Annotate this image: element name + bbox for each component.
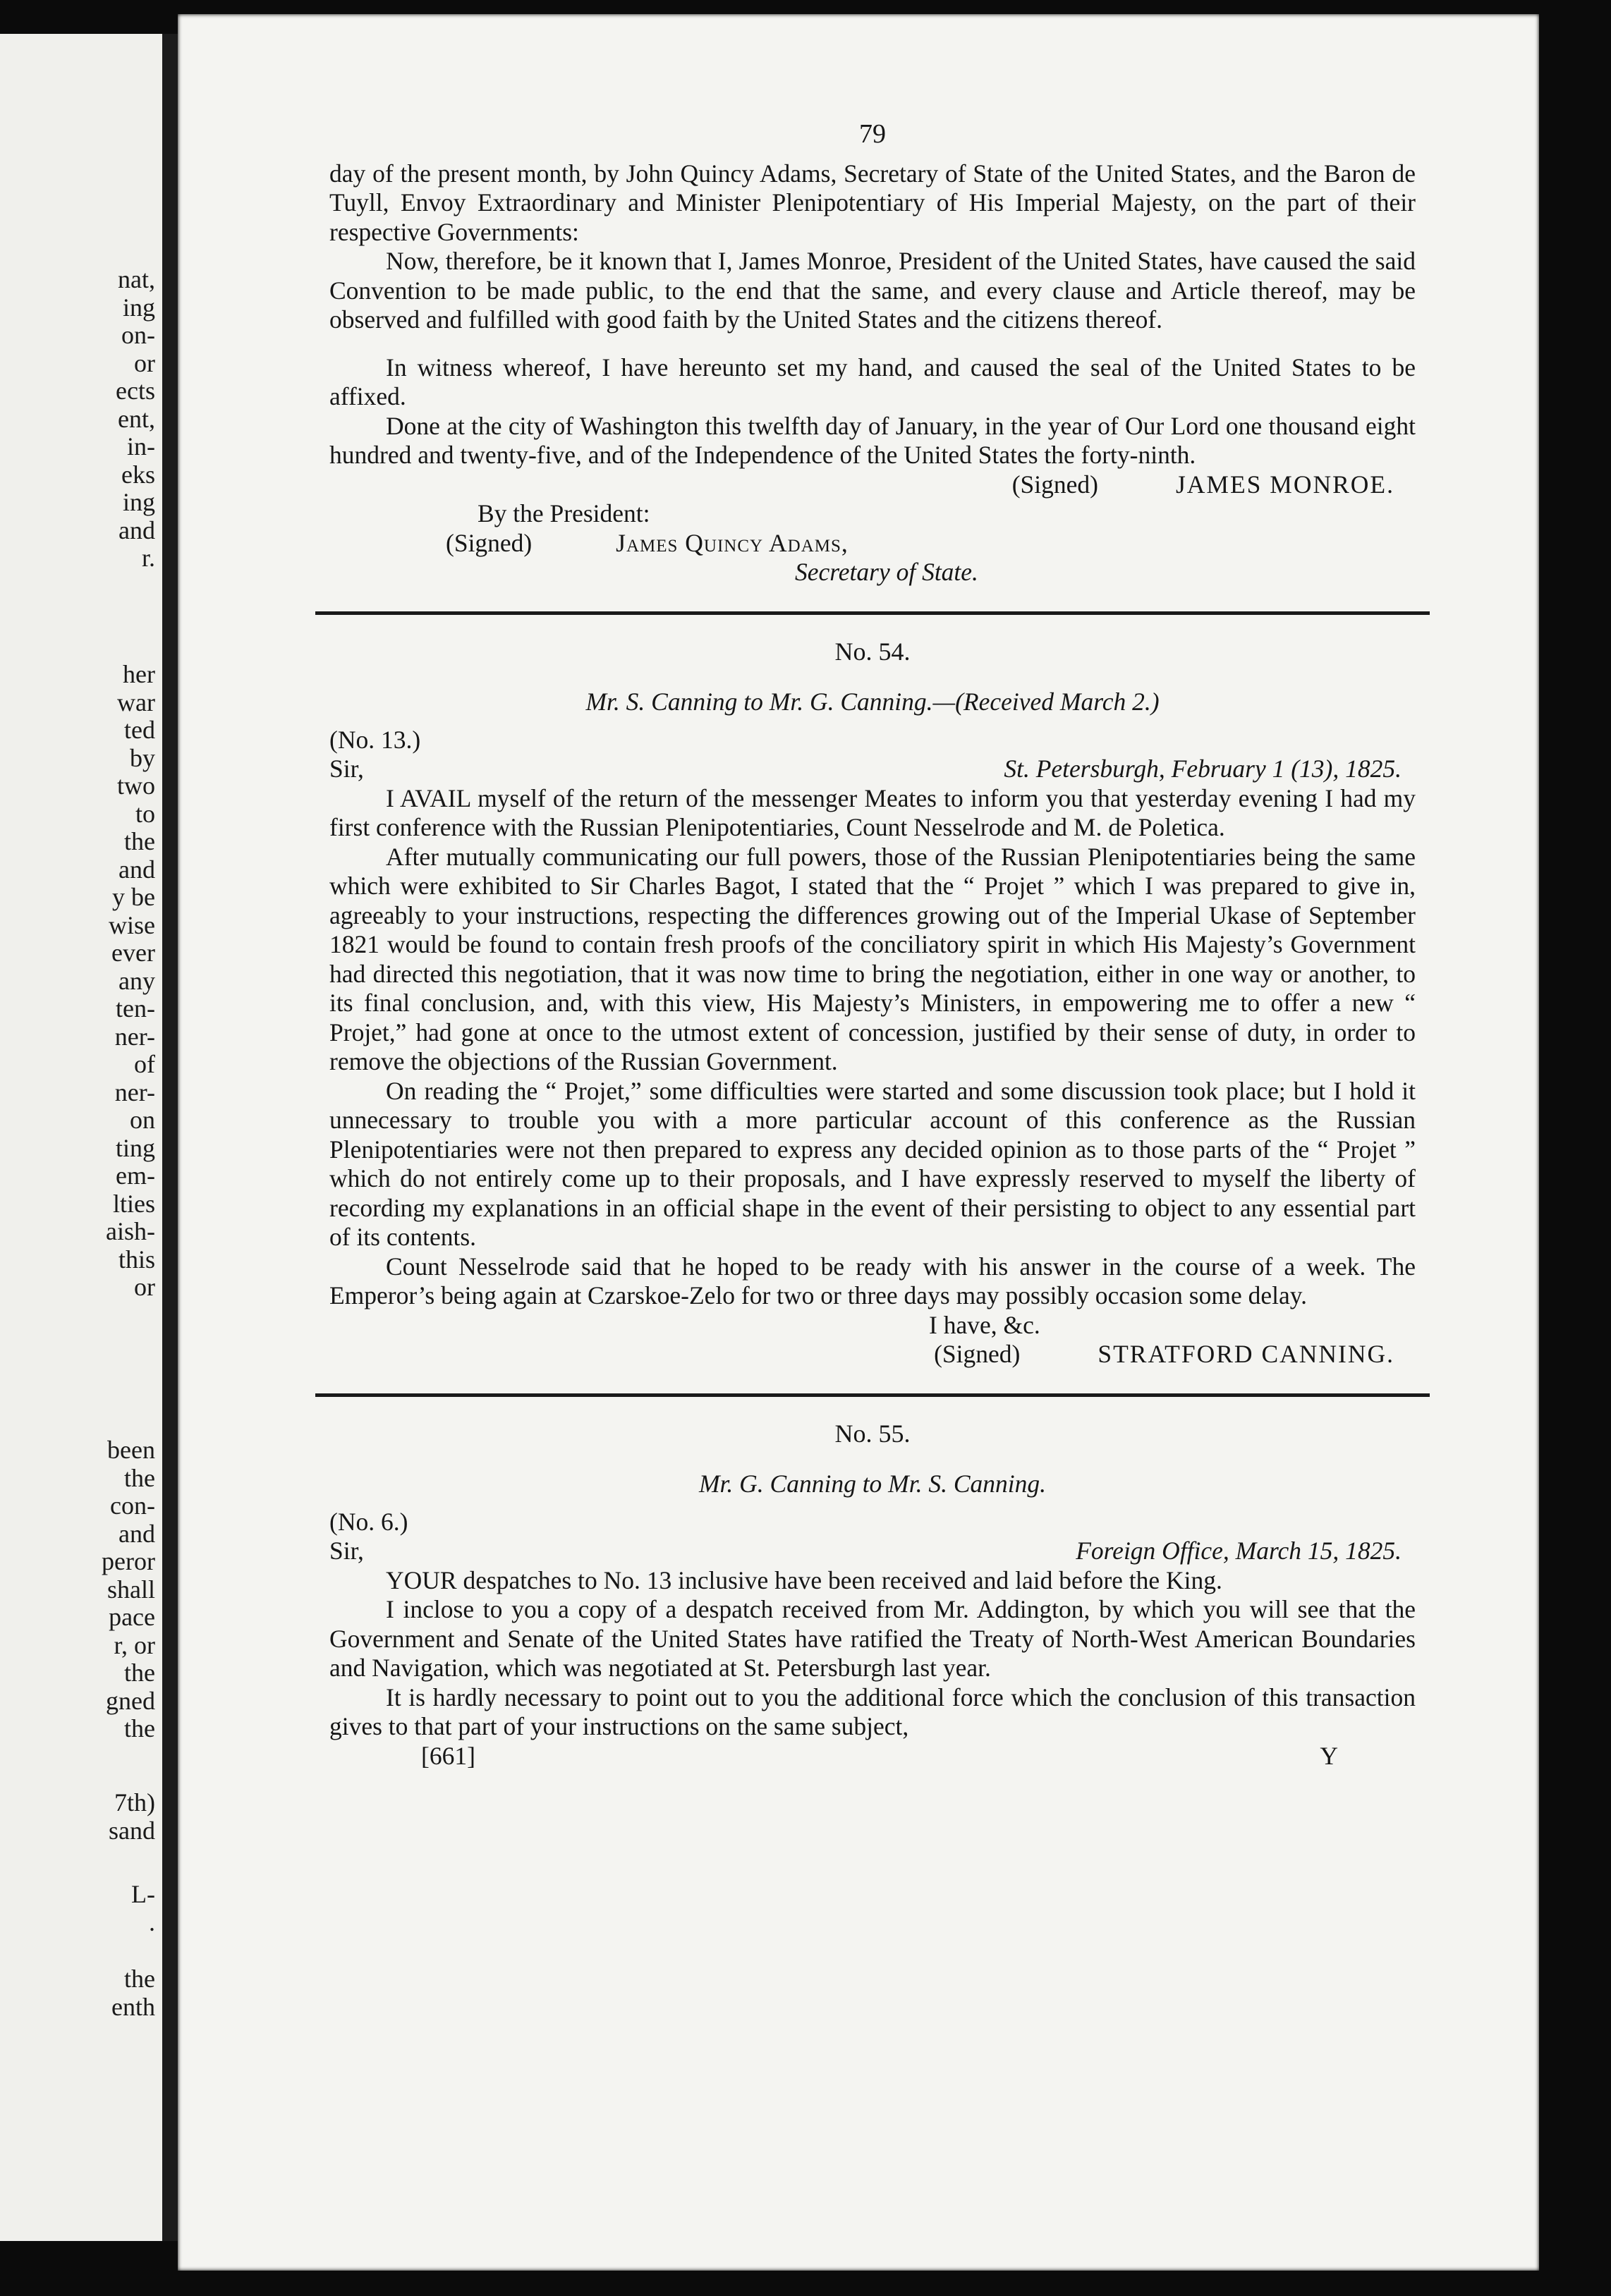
salutation: Sir, — [329, 1537, 364, 1565]
previous-page-fragment: any — [118, 966, 155, 995]
document-reference: (No. 6.) — [329, 1507, 408, 1536]
previous-page-fragment: enth — [111, 1992, 155, 2021]
previous-page-fragment: this — [118, 1245, 155, 1274]
previous-page-fragment: the — [124, 827, 155, 855]
previous-page-fragment: ing — [122, 488, 155, 516]
page-number: 79 — [859, 119, 886, 149]
document-number: No. 54. — [834, 637, 911, 666]
proclamation-paragraph: Now, therefore, be it known that I, James Monroe, President of the United States, have caused the said Convention to be made public, to the end that the same, and every clause and Article thereof, may be observed and fulfilled with good faith by the United States and the citizens thereof. — [329, 247, 1416, 334]
previous-page-fragment: and — [118, 855, 155, 884]
signed-label: (Signed) — [446, 528, 533, 557]
letter-paragraph: Count Nesselrode said that he hoped to be ready with his answer in the course of a week. The Emperor’s being again at Czarskoe-Zelo for two or three days may possibly occasion some delay. — [329, 1252, 1416, 1309]
signer-name: STRATFORD CANNING. — [1098, 1340, 1394, 1368]
previous-page-fragment: been — [107, 1436, 155, 1464]
previous-page-fragment: em- — [116, 1161, 155, 1190]
previous-page-fragment: ects — [116, 377, 155, 405]
previous-page-fragment: gned — [106, 1686, 155, 1715]
previous-page-fragment: sand — [109, 1816, 155, 1845]
proclamation-paragraph: Done at the city of Washington this twelfth day of January, in the year of Our Lord one thousand eight hundred and twenty-five, and of the Independence of the United States the forty-ninth. — [329, 411, 1416, 469]
proclamation-paragraph: day of the present month, by John Quincy Adams, Secretary of State of the United States, and the Baron de Tuyll, Envoy Extraordinary and Minister Plenipotentiary of His Imperial Majesty, on the part of their respective Governments: — [329, 159, 1416, 246]
previous-page-fragment: shall — [107, 1575, 155, 1604]
previous-page-text — [0, 34, 162, 2241]
document-55 — [329, 1419, 1416, 1771]
countersigner-name: James Quincy Adams, — [616, 528, 849, 557]
previous-page-fragment: to — [135, 799, 155, 828]
letter-paragraph: It is hardly necessary to point out to you the additional force which the conclusion of this transaction gives to that part of your instructions on the same subject, — [329, 1683, 1416, 1740]
previous-page-fragment: eks — [121, 460, 155, 489]
previous-page-fragment: on- — [121, 321, 155, 349]
previous-page-fragment: aish- — [106, 1217, 155, 1245]
document-heading: Mr. G. Canning to Mr. S. Canning. — [698, 1470, 1047, 1498]
page-footer — [329, 1742, 1416, 1771]
previous-page-fragment: or — [134, 1273, 155, 1301]
proclamation-paragraph: In witness whereof, I have hereunto set my hand, and caused the seal of the United States to be affixed. — [329, 353, 1416, 410]
previous-page-fragment: pace — [109, 1603, 155, 1631]
previous-page-fragment: and — [118, 1519, 155, 1548]
previous-page-fragment: ted — [124, 716, 155, 744]
previous-page-fragment: the — [124, 1659, 155, 1687]
previous-page-fragment: ner- — [114, 1022, 155, 1051]
page-content — [329, 120, 1416, 1771]
document-reference: (No. 13.) — [329, 725, 421, 754]
signature-mark: Y — [1320, 1741, 1338, 1770]
print-number: [661] — [421, 1741, 475, 1770]
book-gutter — [162, 34, 178, 2241]
proclamation — [329, 159, 1416, 587]
previous-page-fragment: nat, — [118, 265, 155, 293]
document-heading: Mr. S. Canning to Mr. G. Canning.—(Received March 2.) — [585, 688, 1160, 716]
previous-page-fragment: y be — [112, 883, 155, 911]
page — [178, 14, 1539, 2271]
previous-page-fragment: or — [134, 348, 155, 377]
letter-paragraph: YOUR despatches to No. 13 inclusive have been received and laid before the King. — [386, 1565, 1222, 1594]
countersignature-line — [329, 529, 1416, 558]
previous-page-fragment: 7th) — [114, 1788, 155, 1816]
letter-paragraph: I AVAIL myself of the return of the messenger Meates to inform you that yesterday evening I had my first conference with the Russian Plenipotentiaries, Count Nesselrode and M. de Poletica. — [329, 783, 1416, 841]
previous-page-fragment: ten- — [116, 994, 155, 1022]
signed-label: (Signed) — [1011, 470, 1098, 499]
dateline: Foreign Office, March 15, 1825. — [1076, 1537, 1402, 1565]
signature-line — [329, 470, 1416, 500]
previous-page-fragment: on — [130, 1106, 155, 1134]
letter-paragraph: After mutually communicating our full powers, those of the Russian Plenipotentiaries being the same which were exhibited to Sir Charles Bagot, I stated that the “ Projet ” which I was prepared to give in, agreeably to your instructions, respecting the differences growing out of the Imperial Ukase of September 1821 would be found to contain fresh proofs of the conciliatory spirit in which His Majesty’s Government had directed this negotiation, that it was now time to bring the negotiation, either in one way or another, to its final conclusion, and, with this view, His Majesty’s Ministers, in empowering me to offer a new “ Projet,” had gone at once to the utmost extent of concession, justified by their sense of duty, in order to remove the objections of the Russian Government. — [329, 842, 1416, 1075]
section-divider — [315, 611, 1430, 615]
signer-name: JAMES MONROE. — [1175, 470, 1394, 499]
previous-page-fragment: . — [149, 1907, 155, 1936]
closing: I have, &c. — [929, 1310, 1040, 1339]
signed-label: (Signed) — [934, 1340, 1021, 1368]
previous-page-fragment: r. — [141, 544, 155, 572]
previous-page-fragment: the — [124, 1965, 155, 1993]
previous-page-fragment: ting — [115, 1133, 155, 1162]
previous-page-fragment: wise — [109, 910, 155, 939]
countersigner-title: Secretary of State. — [795, 558, 978, 586]
previous-page-fragment: ent, — [118, 404, 155, 433]
letter-paragraph: I inclose to you a copy of a despatch received from Mr. Addington, by which you will see that the Government and Senate of the United States have ratified the Treaty of North-West American Boundaries and Navigation, which was negotiated at St. Petersburgh last year. — [329, 1595, 1416, 1682]
previous-page-fragment: her — [123, 660, 155, 688]
previous-page-fragment: peror — [102, 1547, 155, 1575]
previous-page-fragment: the — [124, 1714, 155, 1742]
document-54 — [329, 637, 1416, 1369]
previous-page-fragment: con- — [110, 1491, 155, 1520]
previous-page-fragment: of — [134, 1050, 155, 1078]
previous-page-fragment: lties — [113, 1189, 155, 1218]
previous-page-fragment: ever — [111, 939, 155, 967]
letter-paragraph: On reading the “ Projet,” some difficulties were started and some discussion took place; but I hold it unnecessary to trouble you with a more particular account of this conference as the Russian Plenipotentiaries were not then prepared to express any decided opinion as to those parts of the “ Projet ” which do not entirely come up to their proposals, and I have expressly reserved to myself the liberty of recording my explanations in an official shape in the event of their persisting to object to any essential part of its contents. — [329, 1076, 1416, 1251]
previous-page-fragment: war — [117, 688, 155, 716]
previous-page-fragment: by — [130, 743, 155, 772]
previous-page-fragment: ing — [122, 293, 155, 322]
salutation-date-row — [329, 755, 1416, 784]
previous-page-fragment: L- — [131, 1880, 155, 1908]
salutation: Sir, — [329, 755, 364, 783]
previous-page-fragment: ner- — [114, 1077, 155, 1106]
previous-page-fragment: r, or — [114, 1630, 155, 1659]
by-president: By the President: — [478, 499, 650, 527]
previous-page-fragment: the — [124, 1463, 155, 1492]
document-number: No. 55. — [834, 1419, 911, 1448]
signature-line — [329, 1340, 1416, 1369]
previous-page-fragment: and — [118, 515, 155, 544]
salutation-date-row — [329, 1537, 1416, 1566]
previous-page-fragment: two — [117, 771, 155, 800]
previous-page-fragment: in- — [127, 432, 155, 460]
dateline: St. Petersburgh, February 1 (13), 1825. — [1004, 755, 1402, 783]
section-divider — [315, 1393, 1430, 1397]
previous-page-edge — [0, 34, 162, 2241]
